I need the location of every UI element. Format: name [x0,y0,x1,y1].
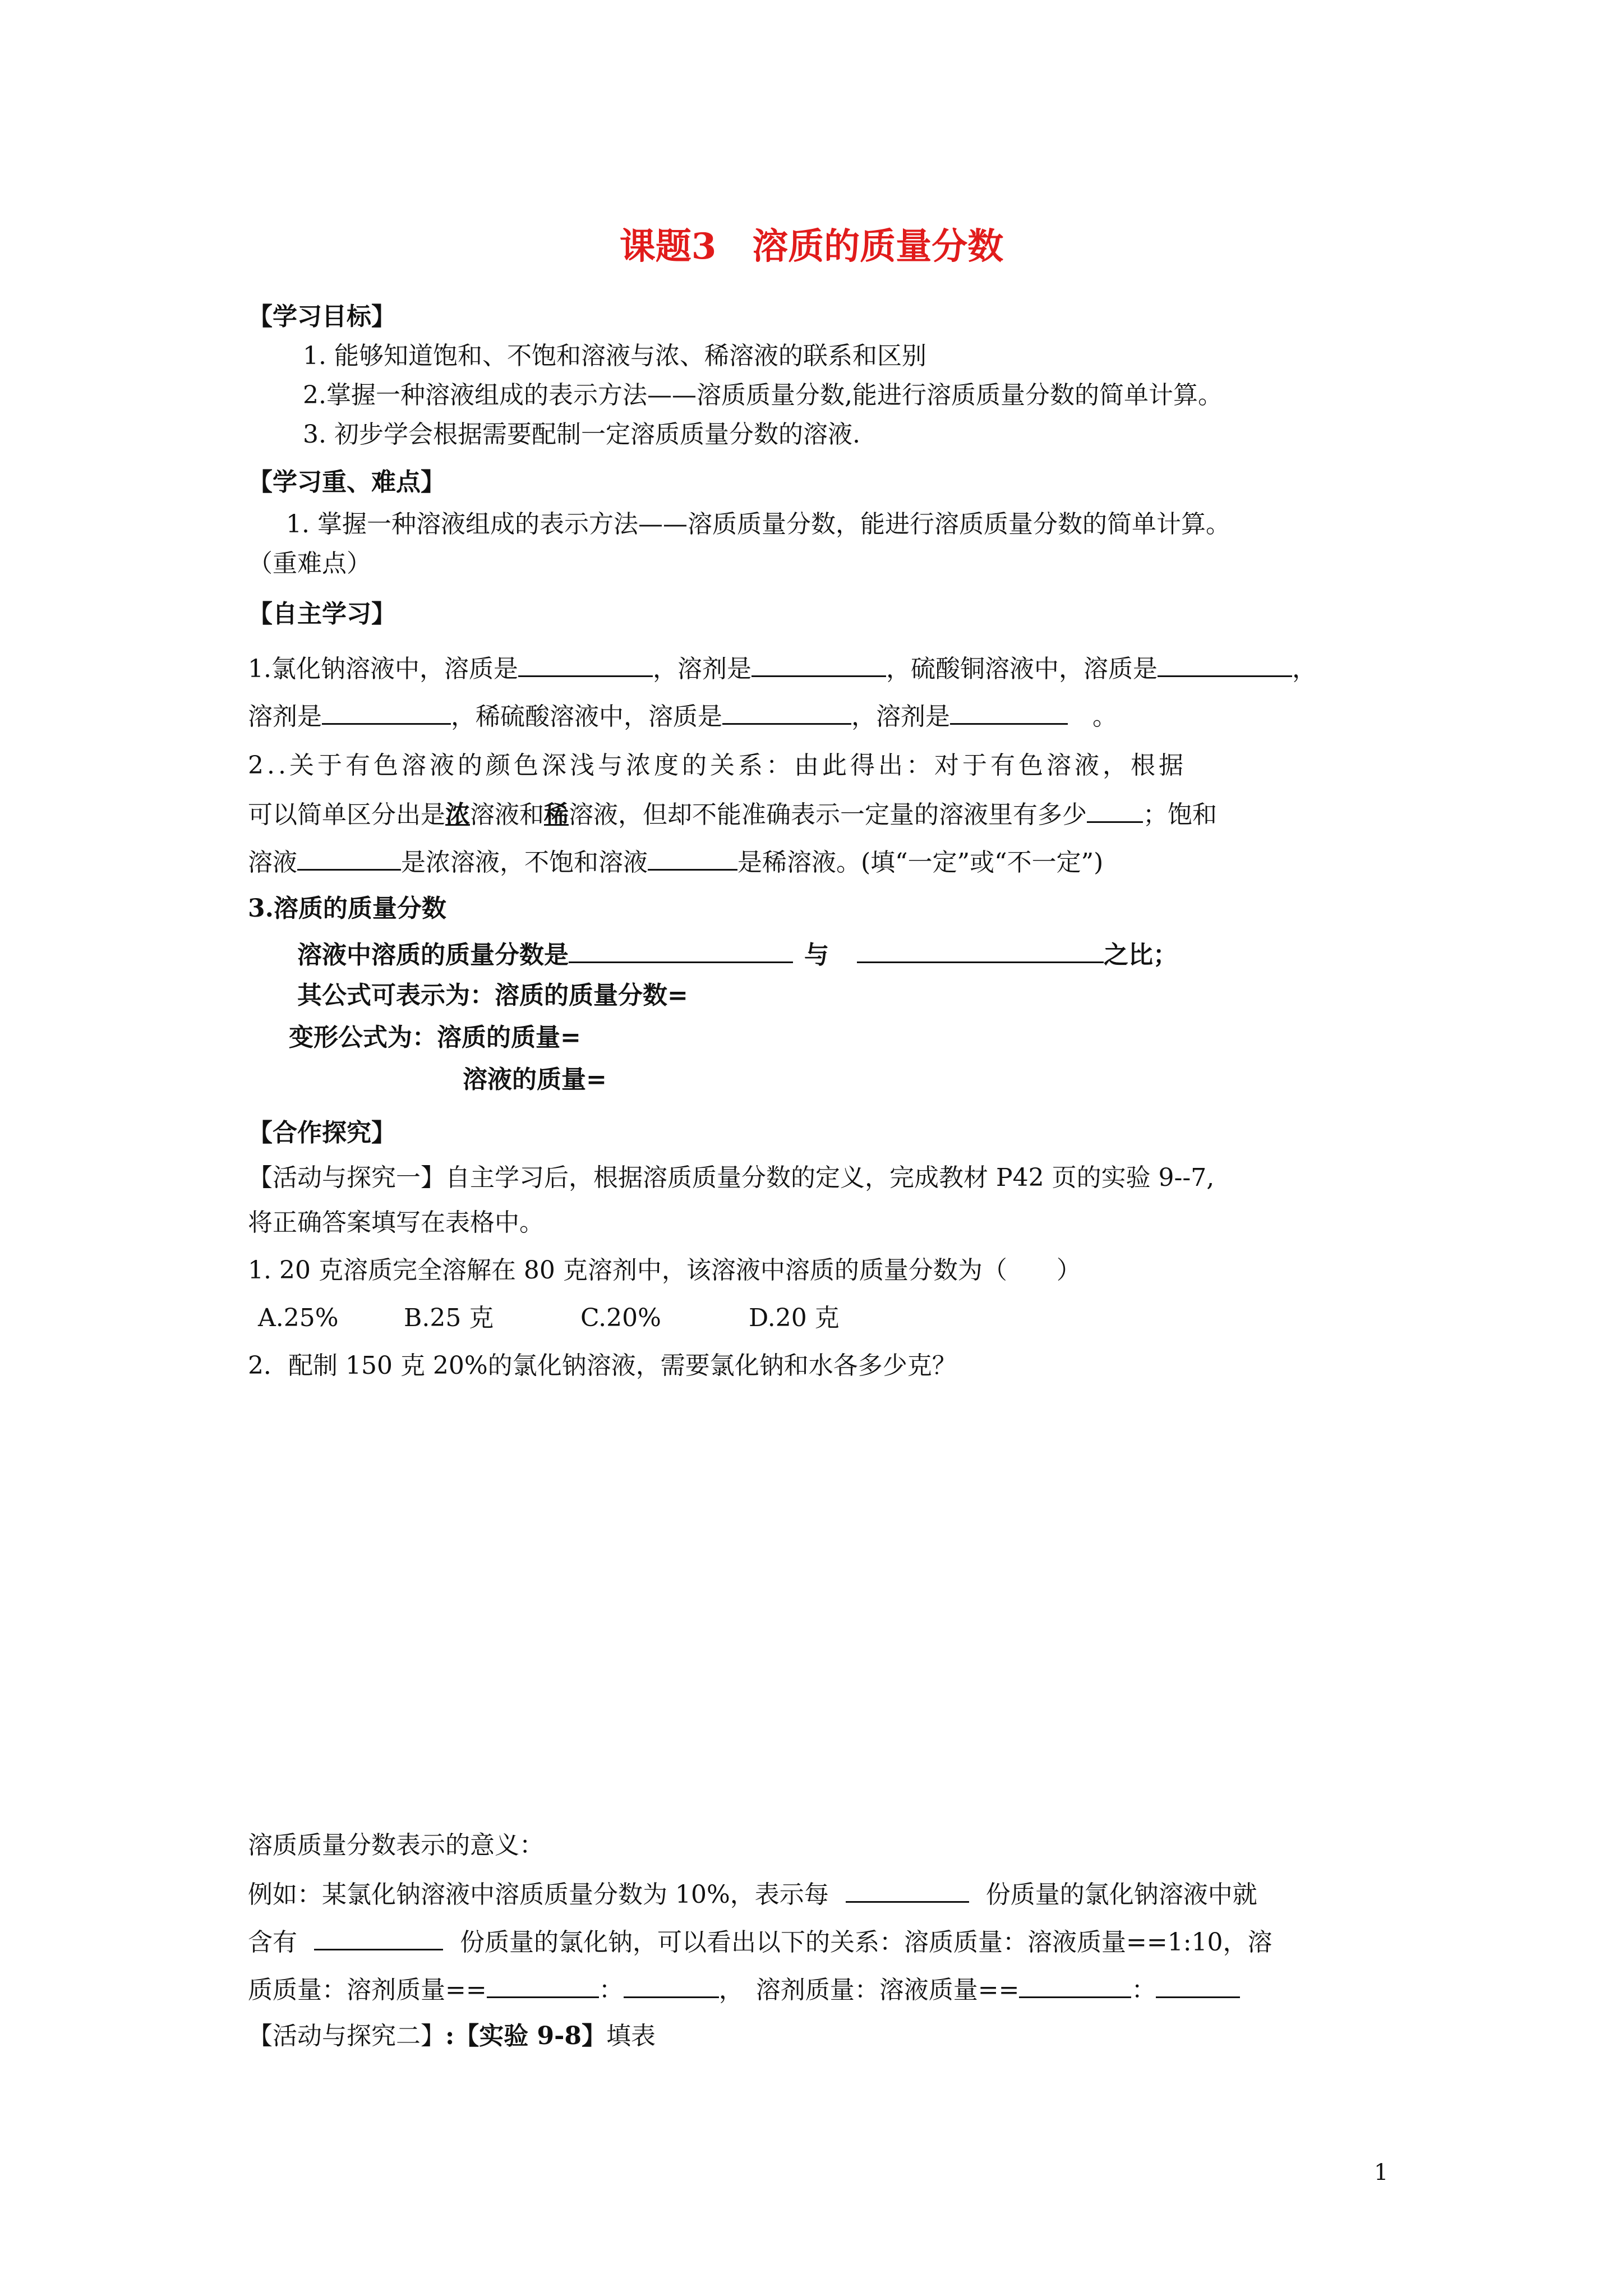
blank-ratio-2[interactable] [624,1972,719,1998]
activity1-line2: 将正确答案填写在表格中。 [248,1208,544,1237]
blank-cuso4-solute[interactable] [1158,651,1292,677]
meaning-text-f: ： [598,1976,624,2004]
q3-text-c: 之比； [1104,941,1178,969]
self-q3-heading: 3.溶质的质量分数 [248,894,446,923]
key-point: 1. 掌握一种溶液组成的表示方法——溶质质量分数，能进行溶质质量分数的简单计算。 [286,510,1230,539]
blank-ratio-1[interactable] [487,1972,599,1998]
q1-text-h: 。 [1068,702,1117,731]
q1-text-b: ，溶剂是 [652,655,751,683]
meaning-line3 [248,1972,1240,2007]
option-d[interactable]: D.20 克 [749,1304,840,1332]
q1-text-f: ，稀硫酸溶液中，溶质是 [451,702,722,731]
goals-heading: 【学习目标】 [248,302,396,331]
option-b[interactable]: B.25 克 [404,1304,494,1332]
activity2-heading: 【活动与探究二】 [248,2022,445,2050]
q2-text-g: 溶液 [248,848,297,877]
key-heading: 【学习重、难点】 [248,468,445,496]
blank-solution-parts[interactable] [846,1876,969,1903]
blank-saturated[interactable] [297,844,401,871]
solution-mass-formula: 溶液的质量= [463,1065,607,1094]
q1-text-a: 1.氯化钠溶液中，溶质是 [248,655,518,683]
meaning-line2 [248,1924,1272,1959]
coop-question-1: 1. 20 克溶质完全溶解在 80 克溶剂中，该溶液中溶质的质量分数为（ ） [248,1256,1081,1285]
option-c[interactable]: C.20% [580,1304,661,1332]
q1-text-d: ， [1292,655,1317,683]
blank-nacl-parts[interactable] [314,1924,443,1950]
q1-text-c: ，硫酸铜溶液中，溶质是 [886,655,1158,683]
key-note: （重难点） [248,549,371,578]
activity2-line [248,2019,656,2053]
coop-question-2: 2．配制 150 克 20%的氯化钠溶液，需要氯化钠和水各多少克？ [248,1351,957,1380]
q2-text-e: 溶液，但却不能准确表示一定量的溶液里有多少 [569,800,1087,829]
blank-ratio-3[interactable] [1019,1972,1131,1998]
q2-dilute: 稀 [544,800,569,829]
meaning-text-b: 份质量的氯化钠溶液中就 [985,1880,1257,1909]
blank-cuso4-solvent[interactable] [322,698,451,725]
blank-unsaturated[interactable] [648,844,737,871]
goal-item-1: 1. 能够知道饱和、不饱和溶液与浓、稀溶液的联系和区别 [303,342,926,370]
q2-text-i: 是稀溶液。(填“一定”或“不一定”) [737,848,1104,877]
self-q1-line1 [248,651,1317,686]
meaning-text-a: 例如：某氯化钠溶液中溶质质量分数为 10%，表示每 [248,1880,829,1909]
meaning-heading: 溶质质量分数表示的意义： [248,1831,544,1860]
meaning-text-e: 质质量：溶剂质量== [248,1976,487,2004]
q2-concentrated: 浓 [445,800,470,829]
blank-solute-mass[interactable] [569,937,793,963]
experiment-label: :【实验 9-8】 [445,2022,607,2050]
blank-nacl-solvent[interactable] [751,651,886,677]
self-q2-line1: 2..关于有色溶液的颜色深浅与浓度的关系：由此得出：对于有色溶液，根据 [248,751,1187,780]
self-q3-line1 [297,937,1178,972]
blank-h2so4-solute[interactable] [722,698,851,725]
fill-table-label: 填表 [606,2022,656,2050]
blank-nacl-solute[interactable] [518,651,653,677]
q1-text-g: ，溶剂是 [851,702,950,731]
self-q2-line2 [248,797,1217,832]
formula-line: 其公式可表示为：溶质的质量分数= [297,981,688,1010]
self-q2-line3 [248,844,1103,880]
answer-options [258,1301,840,1335]
self-q1-line2 [248,698,1117,734]
meaning-text-g: ， 溶剂质量：溶液质量== [718,1976,1020,2004]
blank-how-much[interactable] [1087,797,1143,823]
goal-item-2: 2.掌握一种溶液组成的表示方法——溶质质量分数,能进行溶质质量分数的简单计算。 [303,381,1223,409]
page-title: 课题3 溶质的质量分数 [619,226,1004,268]
q2-text-a: 可以简单区分出是 [248,800,445,829]
meaning-text-h: ： [1131,1976,1156,2004]
meaning-text-d: 份质量的氯化钠，可以看出以下的关系：溶质质量：溶液质量==1:10，溶 [460,1928,1272,1957]
q3-text-b: 与 [804,941,829,969]
activity1-line1: 【活动与探究一】自主学习后，根据溶质质量分数的定义，完成教材 P42 页的实验 9--7, [248,1163,1215,1192]
coop-heading: 【合作探究】 [248,1119,396,1147]
blank-solution-mass[interactable] [857,937,1104,963]
blank-ratio-4[interactable] [1156,1972,1240,1998]
option-a[interactable]: A.25% [258,1304,339,1332]
q2-text-f: ；饱和 [1143,800,1217,829]
q3-text-a: 溶液中溶质的质量分数是 [297,941,569,969]
blank-h2so4-solvent[interactable] [950,698,1068,725]
meaning-text-c: 含有 [248,1928,297,1957]
self-study-heading: 【自主学习】 [248,600,396,628]
goal-item-3: 3. 初步学会根据需要配制一定溶质质量分数的溶液. [303,420,860,449]
q2-text-h: 是浓溶液，不饱和溶液 [401,848,648,877]
q1-text-e: 溶剂是 [248,702,322,731]
page-number: 1 [1374,2160,1389,2185]
variant-formula-line: 变形公式为：溶质的质量= [289,1023,581,1052]
meaning-line1 [248,1876,1257,1912]
q2-text-c: 溶液和 [470,800,544,829]
